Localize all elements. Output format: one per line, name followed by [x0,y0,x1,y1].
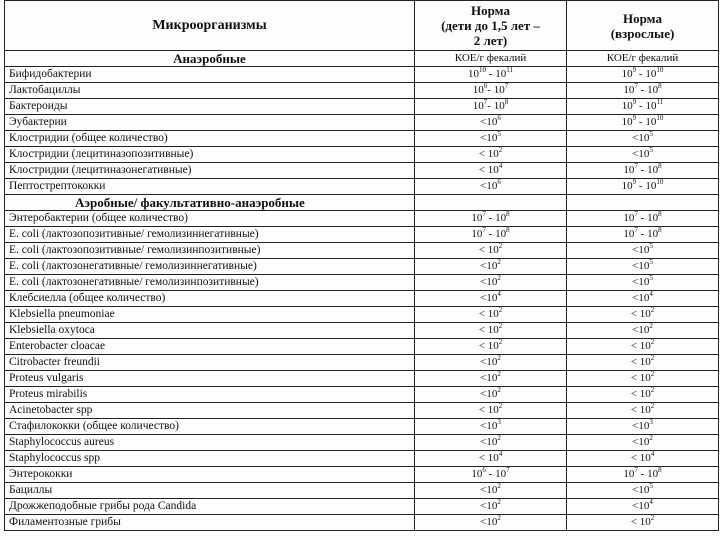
norm-adults: $<10^5$ [567,259,719,275]
document [4,0,718,531]
table-row [5,515,719,531]
microorganism-name: Enterobacter cloacae [5,339,415,355]
table-row [5,227,719,243]
norm-adults: < $10^2$ [567,371,719,387]
norm-adults: $<10^3$ [567,419,719,435]
norm-children: < $10^2$ [415,243,567,259]
norm-children: $<10^6$ [415,179,567,195]
norm-adults: $<10^5$ [567,275,719,291]
table-row [5,67,719,83]
microorganism-name: E. coli (лактозопозитивные/ гемолизинпозитивные) [5,243,415,259]
norm-children: $10^7 - 10^8$ [415,227,567,243]
microorganism-name: Клостридии (общее количество) [5,131,415,147]
norm-children: $10^{10} - 10^{11}$ [415,67,567,83]
norm-children: $<10^2$ [415,259,567,275]
norm-adults: $<10^5$ [567,131,719,147]
microorganism-name: Лактобациллы [5,83,415,99]
table-row [5,403,719,419]
microorganism-name: E. coli (лактозопозитивные/ гемолизиннегативные) [5,227,415,243]
header-children-line2: (дети до 1,5 лет – [441,18,540,33]
microorganism-name: Staphylococcus spp [5,451,415,467]
microorganism-name: Дрожжеподобные грибы рода Candida [5,499,415,515]
table-row [5,387,719,403]
norm-children: < $10^2$ [415,307,567,323]
table-row [5,211,719,227]
norm-children: $10^7-$ $10^8$ [415,99,567,115]
norm-adults: $10^9 - 10^{10}$ [567,115,719,131]
microorganism-name: Бифидобактерии [5,67,415,83]
table-row [5,275,719,291]
table-row [5,435,719,451]
norm-children: $10^7 - 10^8$ [415,211,567,227]
table-row [5,467,719,483]
table-row [5,451,719,467]
microorganism-name: Proteus mirabilis [5,387,415,403]
table-row [5,163,719,179]
section-header-row [5,195,719,211]
norm-children: $<10^2$ [415,387,567,403]
microorganism-name: Acinetobacter spp [5,403,415,419]
norm-children: < $10^4$ [415,451,567,467]
norm-adults: $10^9 - 10^{11}$ [567,99,719,115]
table-row [5,307,719,323]
norm-adults: < $10^2$ [567,339,719,355]
microorganism-name: Клостридии (лецитиназопозитивные) [5,147,415,163]
norm-children: < $10^4$ [415,163,567,179]
norm-adults: $10^9 - 10^{10}$ [567,179,719,195]
norm-adults: < $10^2$ [567,515,719,531]
table-row [5,147,719,163]
table-row [5,99,719,115]
section-unit [415,195,567,211]
norm-children: < $10^2$ [415,403,567,419]
norm-children: $<10^2$ [415,371,567,387]
norms-table [4,0,719,531]
table-body [5,51,719,531]
norm-children: $<10^2$ [415,499,567,515]
table-row [5,291,719,307]
norm-children: < $10^2$ [415,323,567,339]
norm-children: < $10^2$ [415,339,567,355]
microorganism-name: E. coli (лактозонегативные/ гемолизинпозитивные) [5,275,415,291]
section-unit: КОЕ/г фекалий [415,51,567,67]
section-unit [567,195,719,211]
table-row [5,131,719,147]
norm-adults: $<10^4$ [567,499,719,515]
table-row [5,179,719,195]
norm-adults: $<10^4$ [567,291,719,307]
header-children-line3: 2 лет) [473,33,508,48]
norm-children: $<10^6$ [415,115,567,131]
section-header-row [5,51,719,67]
microorganism-name: Энтерококки [5,467,415,483]
section-title: Анаэробные [5,51,415,67]
microorganism-name: Стафилококки (общее количество) [5,419,415,435]
table-row [5,419,719,435]
section-unit: КОЕ/г фекалий [567,51,719,67]
norm-children: $<10^3$ [415,419,567,435]
norm-adults: $10^7 - 10^8$ [567,227,719,243]
header-children-norm [415,1,567,51]
header-microorganisms: Микроорганизмы [5,1,415,51]
table-row [5,259,719,275]
norm-children: $<10^2$ [415,483,567,499]
table-header-row [5,1,719,51]
table-row [5,115,719,131]
table-row [5,339,719,355]
norm-adults: $10^9 - 10^{10}$ [567,67,719,83]
norm-adults: < $10^2$ [567,307,719,323]
microorganism-name: E. coli (лактозонегативные/ гемолизиннегативные) [5,259,415,275]
microorganism-name: Citrobacter freundii [5,355,415,371]
norm-children: $<10^2$ [415,275,567,291]
microorganism-name: Филаментозные грибы [5,515,415,531]
norm-adults: $<10^5$ [567,483,719,499]
norm-adults: < $10^2$ [567,403,719,419]
norm-children: $10^6 - 10^7$ [415,467,567,483]
norm-adults: $10^7 - 10^8$ [567,211,719,227]
table-row [5,371,719,387]
microorganism-name: Пептострептококки [5,179,415,195]
microorganism-name: Клостридии (лецитиназонегативные) [5,163,415,179]
norm-adults: $<10^5$ [567,147,719,163]
microorganism-name: Klebsiella oxytoca [5,323,415,339]
microorganism-name: Эубактерии [5,115,415,131]
header-adults-line2: (взрослые) [610,25,675,41]
norm-adults: $10^7 - 10^8$ [567,83,719,99]
microorganism-name: Staphylococcus aureus [5,435,415,451]
norm-children: < $10^2$ [415,147,567,163]
microorganism-name: Klebsiella pneumoniae [5,307,415,323]
table-row [5,483,719,499]
norm-adults: $<10^2$ [567,435,719,451]
norm-children: $<10^2$ [415,515,567,531]
microorganism-name: Proteus vulgaris [5,371,415,387]
header-adults-line1: Норма [623,10,662,26]
norm-adults: $<10^5$ [567,243,719,259]
microorganism-name: Энтеробактерии (общее количество) [5,211,415,227]
table-row [5,83,719,99]
norm-children: $<10^2$ [415,435,567,451]
table-row [5,323,719,339]
norm-children: $<10^5$ [415,131,567,147]
microorganism-name: Клебсиелла (общее количество) [5,291,415,307]
section-title: Аэробные/ факультативно-анаэробные [5,195,415,211]
norm-children: $10^6-$ $10^7$ [415,83,567,99]
norm-children: $<10^4$ [415,291,567,307]
microorganism-name: Бактероиды [5,99,415,115]
table-row [5,499,719,515]
norm-adults: $<10^2$ [567,323,719,339]
microorganism-name: Бациллы [5,483,415,499]
norm-children: $<10^2$ [415,355,567,371]
norm-adults: < $10^2$ [567,355,719,371]
header-adults-norm [567,1,719,51]
table-row [5,355,719,371]
norm-adults: $10^7 - 10^8$ [567,467,719,483]
header-children-line1: Норма [471,3,510,18]
table-row [5,243,719,259]
norm-adults: < $10^4$ [567,451,719,467]
norm-adults: < $10^2$ [567,387,719,403]
norm-adults: $10^7 - 10^8$ [567,163,719,179]
